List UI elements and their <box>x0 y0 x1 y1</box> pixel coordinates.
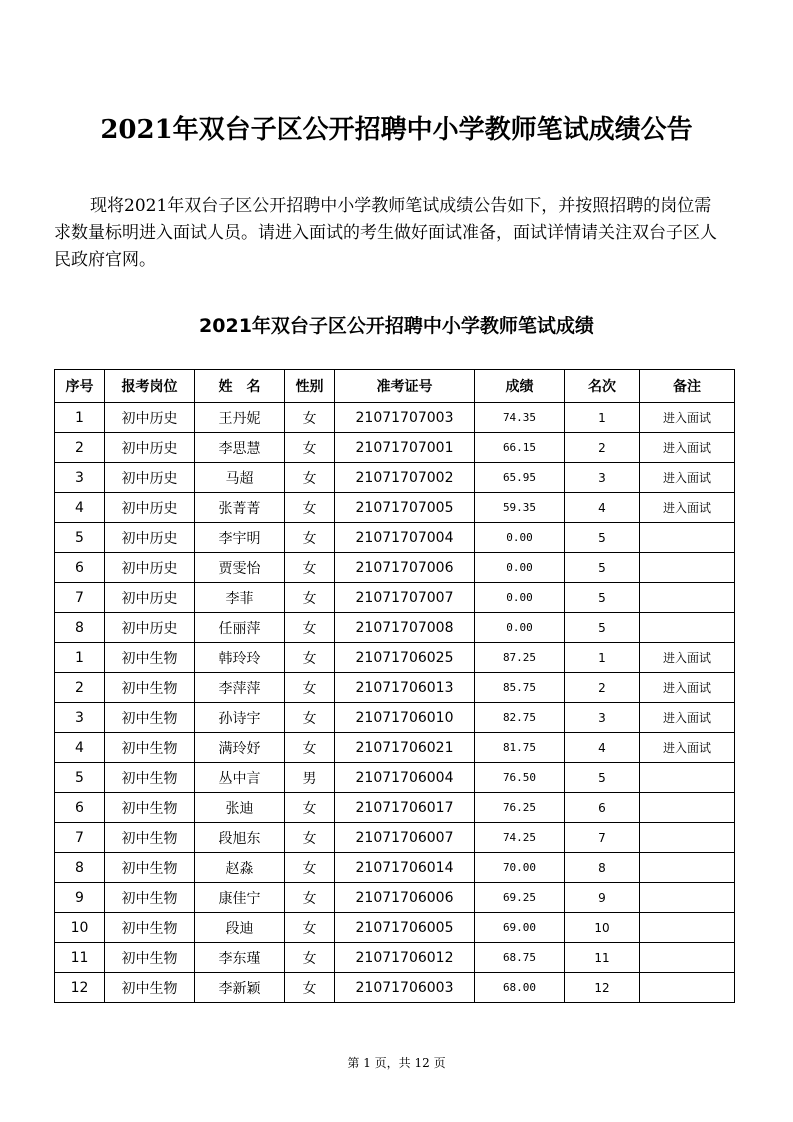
cell-rank: 4 <box>565 733 640 763</box>
cell-gender: 女 <box>285 463 335 493</box>
cell-remark: 进入面试 <box>640 493 735 523</box>
cell-score: 82.75 <box>475 703 565 733</box>
cell-rank: 3 <box>565 703 640 733</box>
table-row <box>55 673 735 703</box>
cell-position: 初中生物 <box>105 913 195 943</box>
cell-score: 59.35 <box>475 493 565 523</box>
cell-position: 初中历史 <box>105 493 195 523</box>
scores-table <box>54 369 735 1003</box>
cell-exam-id: 21071706012 <box>335 943 475 973</box>
cell-position: 初中生物 <box>105 703 195 733</box>
cell-gender: 女 <box>285 823 335 853</box>
cell-exam-id: 21071707003 <box>335 403 475 433</box>
cell-name: 赵淼 <box>195 853 285 883</box>
cell-seq: 2 <box>55 673 105 703</box>
cell-remark <box>640 763 735 793</box>
cell-name: 张菁菁 <box>195 493 285 523</box>
cell-score: 65.95 <box>475 463 565 493</box>
cell-gender: 女 <box>285 433 335 463</box>
cell-rank: 9 <box>565 883 640 913</box>
cell-name: 李东瑾 <box>195 943 285 973</box>
cell-name: 李新颖 <box>195 973 285 1003</box>
table-row <box>55 433 735 463</box>
cell-seq: 1 <box>55 403 105 433</box>
cell-rank: 1 <box>565 403 640 433</box>
page-title: 2021年双台子区公开招聘中小学教师笔试成绩公告 <box>100 115 693 145</box>
cell-score: 85.75 <box>475 673 565 703</box>
cell-remark <box>640 823 735 853</box>
table-row <box>55 613 735 643</box>
cell-seq: 9 <box>55 883 105 913</box>
cell-rank: 5 <box>565 553 640 583</box>
table-row <box>55 733 735 763</box>
cell-gender: 女 <box>285 583 335 613</box>
cell-score: 68.00 <box>475 973 565 1003</box>
cell-exam-id: 21071707006 <box>335 553 475 583</box>
cell-rank: 5 <box>565 763 640 793</box>
cell-remark <box>640 613 735 643</box>
table-row <box>55 793 735 823</box>
cell-rank: 2 <box>565 673 640 703</box>
cell-seq: 6 <box>55 553 105 583</box>
cell-gender: 女 <box>285 673 335 703</box>
col-exam-id-header: 准考证号 <box>335 370 475 403</box>
cell-rank: 2 <box>565 433 640 463</box>
cell-score: 74.35 <box>475 403 565 433</box>
col-seq-header: 序号 <box>55 370 105 403</box>
cell-score: 81.75 <box>475 733 565 763</box>
cell-rank: 5 <box>565 613 640 643</box>
cell-position: 初中生物 <box>105 853 195 883</box>
cell-rank: 3 <box>565 463 640 493</box>
cell-score: 69.00 <box>475 913 565 943</box>
cell-score: 74.25 <box>475 823 565 853</box>
cell-seq: 4 <box>55 493 105 523</box>
cell-remark: 进入面试 <box>640 463 735 493</box>
table-row <box>55 943 735 973</box>
cell-gender: 女 <box>285 493 335 523</box>
cell-seq: 3 <box>55 463 105 493</box>
table-row <box>55 973 735 1003</box>
cell-position: 初中历史 <box>105 523 195 553</box>
cell-name: 贾雯怡 <box>195 553 285 583</box>
cell-score: 68.75 <box>475 943 565 973</box>
cell-name: 李思慧 <box>195 433 285 463</box>
cell-gender: 女 <box>285 523 335 553</box>
cell-remark <box>640 583 735 613</box>
table-row <box>55 763 735 793</box>
cell-exam-id: 21071707008 <box>335 613 475 643</box>
table-row <box>55 913 735 943</box>
cell-seq: 11 <box>55 943 105 973</box>
cell-remark <box>640 883 735 913</box>
cell-score: 87.25 <box>475 643 565 673</box>
cell-remark: 进入面试 <box>640 673 735 703</box>
cell-seq: 4 <box>55 733 105 763</box>
cell-score: 76.25 <box>475 793 565 823</box>
cell-position: 初中生物 <box>105 823 195 853</box>
cell-name: 李宇明 <box>195 523 285 553</box>
cell-exam-id: 21071706003 <box>335 973 475 1003</box>
cell-position: 初中历史 <box>105 613 195 643</box>
col-gender-header: 性别 <box>285 370 335 403</box>
cell-rank: 11 <box>565 943 640 973</box>
cell-exam-id: 21071707007 <box>335 583 475 613</box>
cell-position: 初中生物 <box>105 883 195 913</box>
table-title: 2021年双台子区公开招聘中小学教师笔试成绩 <box>199 315 594 337</box>
intro-paragraph: 现将2021年双台子区公开招聘中小学教师笔试成绩公告如下，并按照招聘的岗位需求数量标明进入面试人员。请进入面试的考生做好面试准备，面试详情请关注双台子区人民政府官网。 <box>54 196 717 270</box>
cell-seq: 1 <box>55 643 105 673</box>
cell-name: 王丹妮 <box>195 403 285 433</box>
cell-gender: 女 <box>285 703 335 733</box>
cell-score: 69.25 <box>475 883 565 913</box>
table-row <box>55 403 735 433</box>
cell-exam-id: 21071707001 <box>335 433 475 463</box>
cell-position: 初中生物 <box>105 733 195 763</box>
cell-rank: 6 <box>565 793 640 823</box>
cell-seq: 8 <box>55 613 105 643</box>
table-row <box>55 463 735 493</box>
cell-position: 初中历史 <box>105 433 195 463</box>
cell-exam-id: 21071706013 <box>335 673 475 703</box>
table-row <box>55 523 735 553</box>
col-name-header: 姓 名 <box>195 370 285 403</box>
cell-position: 初中生物 <box>105 943 195 973</box>
cell-exam-id: 21071707005 <box>335 493 475 523</box>
cell-gender: 男 <box>285 763 335 793</box>
cell-exam-id: 21071707004 <box>335 523 475 553</box>
col-position-header: 报考岗位 <box>105 370 195 403</box>
cell-remark <box>640 913 735 943</box>
cell-score: 0.00 <box>475 583 565 613</box>
cell-remark <box>640 943 735 973</box>
cell-name: 段旭东 <box>195 823 285 853</box>
cell-position: 初中生物 <box>105 643 195 673</box>
cell-position: 初中历史 <box>105 463 195 493</box>
cell-name: 满玲妤 <box>195 733 285 763</box>
cell-name: 韩玲玲 <box>195 643 285 673</box>
cell-seq: 2 <box>55 433 105 463</box>
cell-name: 李菲 <box>195 583 285 613</box>
table-row <box>55 703 735 733</box>
cell-position: 初中生物 <box>105 973 195 1003</box>
cell-gender: 女 <box>285 643 335 673</box>
table-row <box>55 553 735 583</box>
cell-remark: 进入面试 <box>640 433 735 463</box>
cell-seq: 5 <box>55 763 105 793</box>
cell-name: 康佳宁 <box>195 883 285 913</box>
cell-position: 初中生物 <box>105 673 195 703</box>
cell-exam-id: 21071707002 <box>335 463 475 493</box>
cell-seq: 6 <box>55 793 105 823</box>
table-header-row <box>55 370 735 403</box>
cell-position: 初中历史 <box>105 553 195 583</box>
cell-name: 张迪 <box>195 793 285 823</box>
cell-score: 0.00 <box>475 613 565 643</box>
page-footer: 第 1 页，共 12 页 <box>347 1056 446 1070</box>
table-row <box>55 583 735 613</box>
cell-remark <box>640 553 735 583</box>
cell-position: 初中历史 <box>105 583 195 613</box>
cell-gender: 女 <box>285 793 335 823</box>
cell-seq: 10 <box>55 913 105 943</box>
cell-position: 初中历史 <box>105 403 195 433</box>
cell-score: 0.00 <box>475 553 565 583</box>
cell-remark <box>640 793 735 823</box>
cell-exam-id: 21071706004 <box>335 763 475 793</box>
cell-seq: 12 <box>55 973 105 1003</box>
cell-remark <box>640 523 735 553</box>
cell-gender: 女 <box>285 883 335 913</box>
cell-gender: 女 <box>285 943 335 973</box>
cell-gender: 女 <box>285 403 335 433</box>
cell-remark: 进入面试 <box>640 403 735 433</box>
cell-name: 段迪 <box>195 913 285 943</box>
cell-remark <box>640 853 735 883</box>
cell-rank: 8 <box>565 853 640 883</box>
col-rank-header: 名次 <box>565 370 640 403</box>
cell-gender: 女 <box>285 733 335 763</box>
table-body <box>55 403 735 1003</box>
cell-rank: 7 <box>565 823 640 853</box>
cell-seq: 8 <box>55 853 105 883</box>
cell-exam-id: 21071706010 <box>335 703 475 733</box>
cell-exam-id: 21071706021 <box>335 733 475 763</box>
cell-gender: 女 <box>285 613 335 643</box>
cell-remark: 进入面试 <box>640 703 735 733</box>
cell-score: 70.00 <box>475 853 565 883</box>
cell-position: 初中生物 <box>105 793 195 823</box>
cell-name: 孙诗宇 <box>195 703 285 733</box>
cell-remark: 进入面试 <box>640 733 735 763</box>
table-row <box>55 643 735 673</box>
cell-remark: 进入面试 <box>640 643 735 673</box>
cell-gender: 女 <box>285 973 335 1003</box>
table-row <box>55 883 735 913</box>
cell-rank: 4 <box>565 493 640 523</box>
cell-seq: 3 <box>55 703 105 733</box>
cell-rank: 1 <box>565 643 640 673</box>
cell-seq: 7 <box>55 583 105 613</box>
cell-position: 初中生物 <box>105 763 195 793</box>
cell-exam-id: 21071706017 <box>335 793 475 823</box>
cell-rank: 10 <box>565 913 640 943</box>
cell-score: 66.15 <box>475 433 565 463</box>
cell-exam-id: 21071706005 <box>335 913 475 943</box>
cell-rank: 5 <box>565 523 640 553</box>
cell-remark <box>640 973 735 1003</box>
cell-rank: 5 <box>565 583 640 613</box>
col-score-header: 成绩 <box>475 370 565 403</box>
col-remark-header: 备注 <box>640 370 735 403</box>
cell-gender: 女 <box>285 553 335 583</box>
cell-exam-id: 21071706025 <box>335 643 475 673</box>
table-row <box>55 853 735 883</box>
cell-name: 任丽萍 <box>195 613 285 643</box>
table-row <box>55 823 735 853</box>
cell-seq: 7 <box>55 823 105 853</box>
cell-exam-id: 21071706007 <box>335 823 475 853</box>
cell-score: 76.50 <box>475 763 565 793</box>
cell-exam-id: 21071706014 <box>335 853 475 883</box>
cell-name: 李萍萍 <box>195 673 285 703</box>
cell-gender: 女 <box>285 913 335 943</box>
cell-exam-id: 21071706006 <box>335 883 475 913</box>
cell-gender: 女 <box>285 853 335 883</box>
cell-name: 丛中言 <box>195 763 285 793</box>
cell-name: 马超 <box>195 463 285 493</box>
table-row <box>55 493 735 523</box>
cell-score: 0.00 <box>475 523 565 553</box>
cell-seq: 5 <box>55 523 105 553</box>
cell-rank: 12 <box>565 973 640 1003</box>
